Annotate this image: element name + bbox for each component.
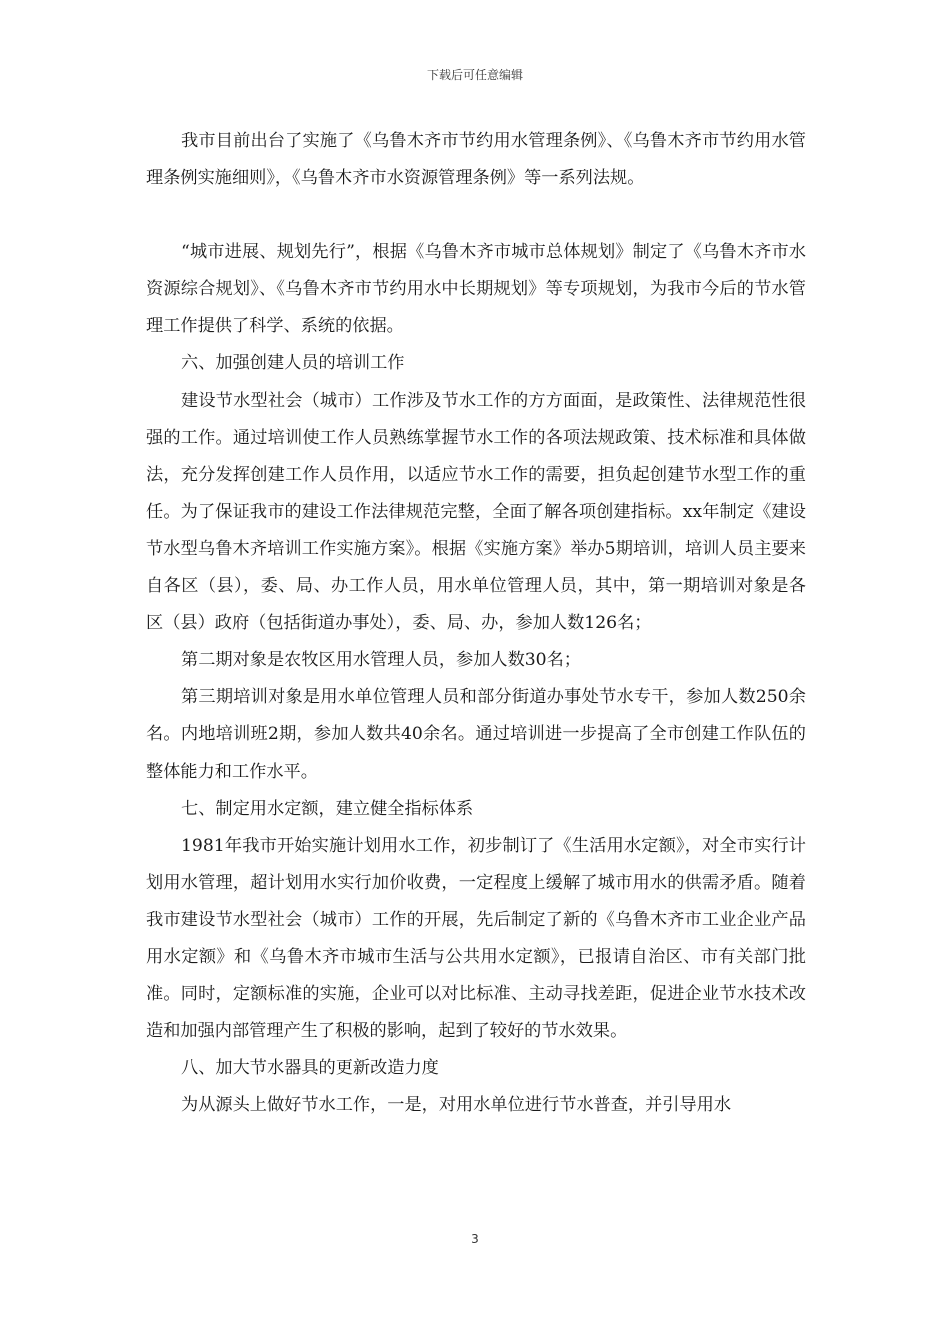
paragraph-regulations: 我市目前出台了实施了《乌鲁木齐市节约用水管理条例》、《乌鲁木齐市节约用水管理条例实施细则》，《乌鲁木齐市水资源管理条例》等一系列法规。 — [146, 131, 806, 189]
paragraph-water-quota: 1981年我市开始实施计划用水工作，初步制订了《生活用水定额》，对全市实行计划用水管理，超计划用水实行加价收费，一定程度上缓解了城市用水的供需矛盾。随着我市建设节水型社会（城市）工作的开展，先后制定了新的《乌鲁木齐市工业企业产品用水定额》和《乌鲁木齐市城市生活与公共用水定额》，已报请自治区、市有关部门批准。同时，定额标准的实施，企业可以对比标准、主动寻找差距，促进企业节水技术改造和加强内部管理产生了积极的影响，起到了较好的节水效果。 — [146, 835, 806, 1042]
document-body — [146, 123, 806, 1124]
paragraph-training-phase-three: 第三期培训对象是用水单位管理人员和部分街道办事处节水专干，参加人数250余名。内地培训班2期，参加人数共40余名。通过培训进一步提高了全市创建工作队伍的整体能力和工作水平。 — [146, 687, 806, 782]
section-heading-six: 六、加强创建人员的培训工作 — [181, 353, 405, 374]
paragraph-training-phase-two: 第二期对象是农牧区用水管理人员，参加人数30名； — [181, 650, 581, 671]
page-number: 3 — [471, 1232, 479, 1246]
section-heading-eight: 八、加大节水器具的更新改造力度 — [181, 1058, 439, 1079]
page-header: 下载后可任意编辑 — [426, 68, 523, 82]
paragraph-planning: “城市进展、规划先行”，根据《乌鲁木齐市城市总体规划》制定了《乌鲁木齐市水资源综合规划》、《乌鲁木齐市节约用水中长期规划》等专项规划，为我市今后的节水管理工作提供了科学、系统的依据。 — [146, 242, 806, 337]
section-heading-seven: 七、制定用水定额，建立健全指标体系 — [181, 798, 474, 819]
paragraph-water-devices: 为从源头上做好节水工作，一是，对用水单位进行节水普查，并引导用水 — [181, 1095, 732, 1116]
paragraph-training: 建设节水型社会（城市）工作涉及节水工作的方方面面，是政策性、法律规范性很强的工作。通过培训使工作人员熟练掌握节水工作的各项法规政策、技术标准和具体做法，充分发挥创建工作人员作用，以适应节水工作的需要，担负起创建节水型工作的重任。为了保证我市的建设工作法律规范完整，全面了解各项创建指标。xx年制定《建设节水型乌鲁木齐培训工作实施方案》。根据《实施方案》举办5期培训，培训人员主要来自各区（县），委、局、办工作人员，用水单位管理人员，其中，第一期培训对象是各区（县）政府（包括街道办事处），委、局、办，参加人数126名； — [146, 390, 806, 634]
